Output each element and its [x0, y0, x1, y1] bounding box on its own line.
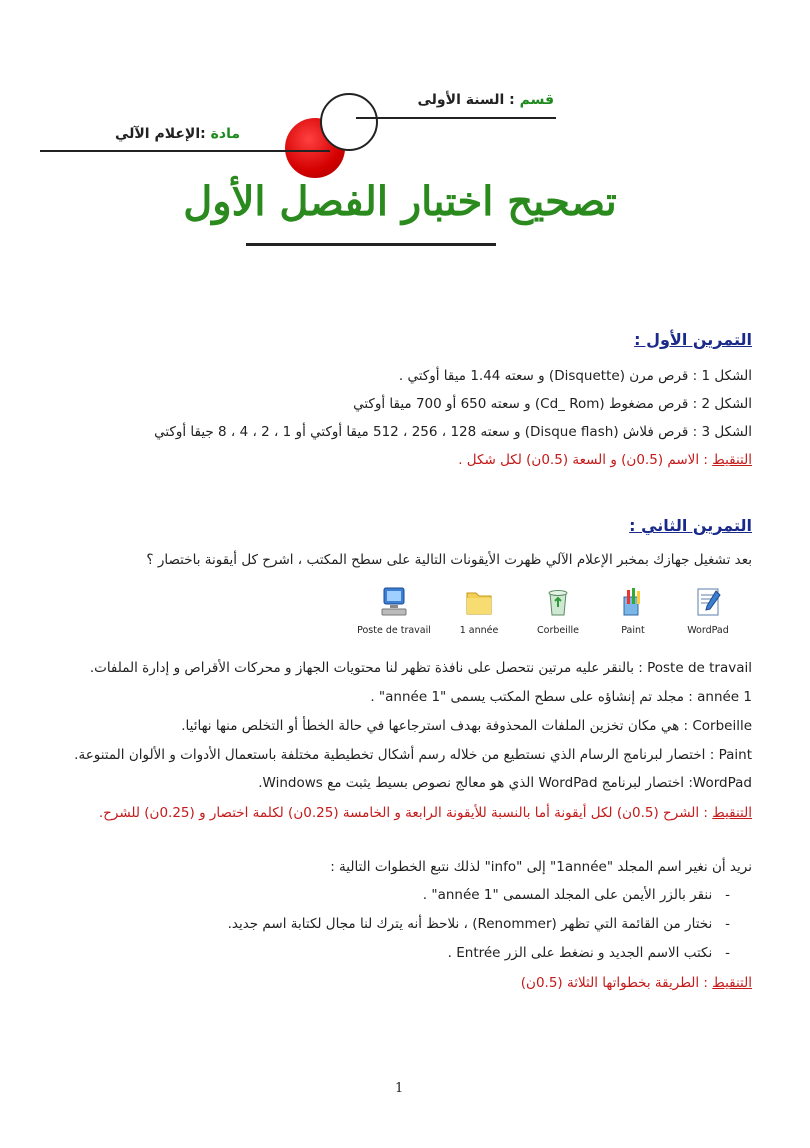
ex2-grading: [99, 805, 752, 821]
ex1-line-1: الشكل 1 : قرص مرن (Disquette) و سعته 1.44 ميقا أوكتي .: [398, 368, 752, 384]
ex3-step-1: [423, 887, 730, 903]
wordpad-prefix: WordPad:: [688, 775, 752, 791]
ex2-explanation-1: Poste de travail : بالنقر عليه مرتين نتحصل على نافذة تظهر لنا محتويات الجهاز و محركات الأقراص و إدارة الملفات.: [89, 660, 752, 676]
white-circle-decoration: [320, 93, 378, 151]
section-label: قسم: [519, 92, 554, 108]
icon-label-corbeille: Corbeille: [537, 625, 579, 636]
subject-field: [115, 126, 240, 142]
ex3-question: نريد أن نغير اسم المجلد "1année" إلى "info" لذلك نتبع الخطوات التالية :: [330, 859, 752, 875]
icon-label-poste: Poste de travail: [357, 625, 431, 636]
ex2-explanation-5: [258, 775, 752, 791]
ex3-grading-label: التنقيط: [712, 975, 752, 991]
icon-label-wordpad: WordPad: [687, 625, 729, 636]
ex1-line-3: الشكل 3 : قرص فلاش (Disque flash) و سعته 128 ، 256 ، 512 ميقا أوكتي أو 1 ، 2 ، 4 ، 8 جيقا أوكتي: [154, 424, 752, 440]
bullet: -: [712, 945, 730, 961]
icon-paint: [594, 585, 672, 636]
computer-icon: [378, 585, 410, 619]
ex3-step-3-text: نكتب الاسم الجديد و نضغط على الزر Entrée .: [447, 945, 713, 961]
icon-1-annee: [440, 585, 518, 636]
icon-poste-de-travail: [355, 585, 433, 636]
recycle-bin-icon: [542, 585, 574, 619]
wordpad-icon: [692, 585, 724, 619]
section-value: : السنة الأولى: [417, 92, 515, 108]
page-number: 1: [395, 1081, 404, 1096]
wordpad-explanation: اختصار لبرنامج WordPad الذي هو معالج نصوص بسيط يثبت مع Windows.: [258, 775, 685, 791]
ex3-grading: [521, 975, 752, 991]
subject-value: :الإعلام الآلي: [114, 126, 206, 142]
ex2-explanation-2: 1 année : مجلد تم إنشاؤه على سطح المكتب يسمى "1 année" .: [370, 689, 752, 705]
ex3-grading-text: : الطريقة بخطواتها الثلاثة (0.5ن): [520, 975, 708, 991]
exercise-1-heading: التمرين الأول :: [634, 330, 752, 349]
ex3-step-3: [448, 945, 730, 961]
folder-icon: [463, 585, 495, 619]
icon-wordpad: [669, 585, 747, 636]
ex1-grading-label: التنقيط: [712, 452, 752, 468]
subject-label: مادة: [210, 126, 240, 142]
header-rule-top: [356, 117, 556, 119]
ex1-grading: [458, 452, 752, 468]
ex1-grading-text: : الاسم (0.5ن) و السعة (0.5ن) لكل شكل .: [458, 452, 708, 468]
paint-icon: [617, 585, 649, 619]
ex2-explanation-4: [74, 747, 752, 763]
ex2-explanation-3: Corbeille : هي مكان تخزين الملفات المحذوفة بهدف استرجاعها في حالة الخطأ أو التخلص منها نهائيا.: [181, 718, 752, 734]
exercise-2-heading: التمرين الثاني :: [629, 516, 752, 535]
paint-prefix: Paint :: [709, 747, 752, 763]
icon-label-annee: 1 année: [459, 625, 499, 636]
bullet: -: [712, 887, 730, 903]
ex3-step-1-text: ننقر بالزر الأيمن على المجلد المسمى "1 année" .: [422, 887, 713, 903]
title-underline: [246, 243, 496, 246]
ex2-grading-text: : الشرح (0.5ن) لكل أيقونة أما بالنسبة للأيقونة الرابعة و الخامسة (0.25ن) لكلمة اختصار و (0.25ن) للشرح.: [98, 805, 708, 821]
bullet: -: [712, 916, 730, 932]
section-field: [418, 92, 554, 108]
paint-explanation: اختصار لبرنامج الرسام الذي نستطيع من خلاله رسم أشكال تخطيطية مختلفة باستعمال الأدوات و الألوان المتنوعة.: [74, 747, 706, 763]
icon-corbeille: [519, 585, 597, 636]
ex3-step-2-text: نختار من القائمة التي تظهر (Renommer) ، نلاحظ أنه يترك لنا مجال لكتابة اسم جديد.: [227, 916, 713, 932]
header-rule-bottom: [40, 150, 330, 152]
icon-label-paint: Paint: [621, 625, 645, 636]
ex2-question: بعد تشغيل جهازك بمخبر الإعلام الآلي ظهرت الأيقونات التالية على سطح المكتب ، اشرح كل أيقونة باختصار ؟: [146, 552, 752, 568]
page-title: تصحيح اختبار الفصل الأول: [183, 178, 617, 225]
ex3-step-2: [228, 916, 730, 932]
ex2-grading-label: التنقيط: [712, 805, 752, 821]
ex1-line-2: الشكل 2 : قرص مضغوط (Cd_ Rom) و سعته 650 أو 700 ميقا أوكتي: [353, 396, 752, 412]
